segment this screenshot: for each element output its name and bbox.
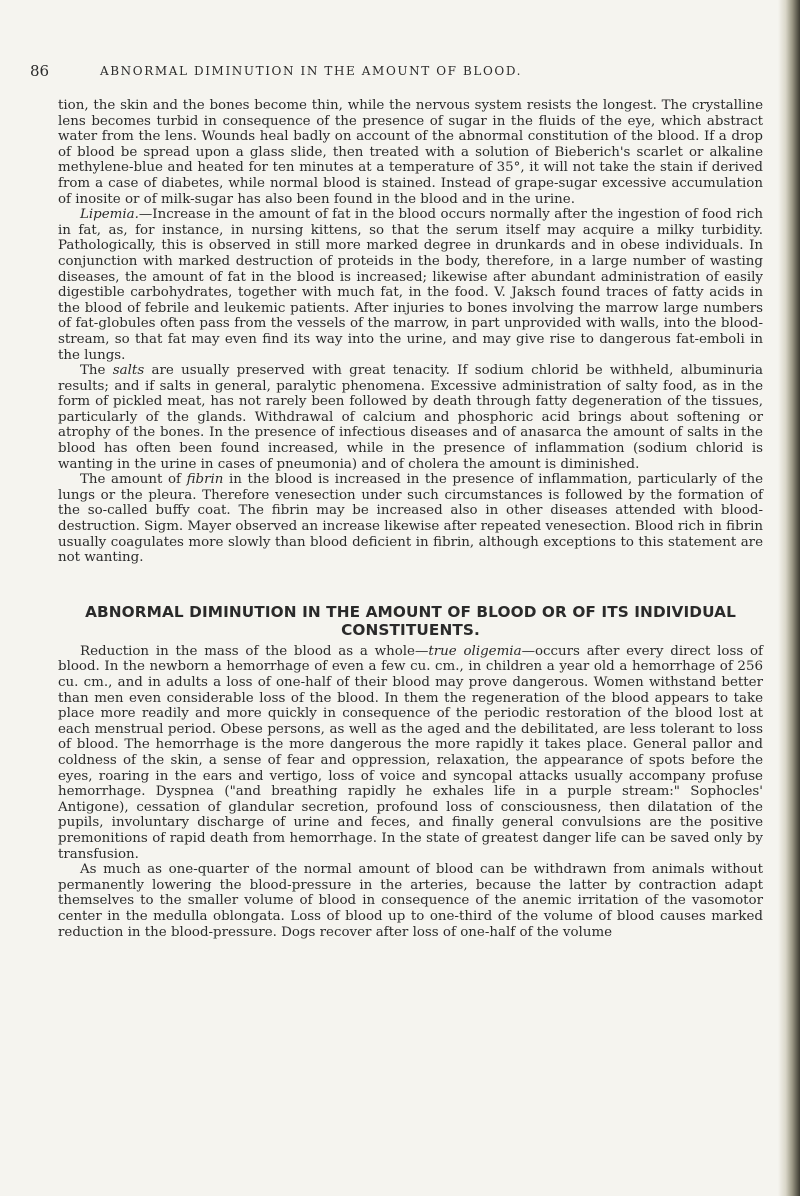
paragraph-salts [58, 363, 763, 472]
paragraph-text-prefix: The [80, 363, 106, 379]
paragraph-text: tion, the skin and the bones become thin, while the nervous system resists the longest. The crystalline lens becomes turbid in consequence of the presence of sugar in the fluids of the eye, which abstract water from the lens. Wounds heal badly on account of the abnormal constitution of the blood. If a drop of blood be spread upon a glass slide, then treated with a solution of Bieberich's scarlet or alkaline methylene-blue and heated for ten minutes at a temperature of 35°, it will not take the stain if derived from a case of diabetes, while normal blood is stained. Instead of grape-sugar excessive accumulation of inosite or of milk-sugar has also been found in the blood and in the urine. [58, 98, 763, 207]
paragraph-text-prefix: The amount of [80, 472, 182, 488]
term-salts: salts [112, 363, 145, 379]
term-lipemia: Lipemia. [80, 207, 139, 223]
term-true-oligemia: true oligemia [428, 643, 522, 659]
paragraph-oligemia [58, 644, 763, 862]
paragraph-text: —Increase in the amount of fat in the blood occurs normally after the ingestion of food rich in fat, as, for instance, in nursing kittens, so that the serum itself may acquire a milky turbidity. Pathologically, this is observed in still more marked degree in drunkards and in obese individuals. In conjunction with marked destruction of proteids in the body, therefore, in a large number of wasting diseases, the amount of fat in the blood is increased; likewise after abundant administration of easily digestible carbohydrates, together with much fat, in the food. V. Jaksch found traces of fatty acids in the blood of febrile and leukemic patients. After injuries to bones involving the marrow large numbers of fat-globules often pass from the vessels of the marrow, in part unprovided with walls, into the blood-stream, so that fat may even find its way into the urine, and may give rise to dangerous fat-emboli in the lungs. [58, 207, 763, 363]
page-number: 86 [30, 62, 50, 80]
running-head: ABNORMAL DIMINUTION IN THE AMOUNT OF BLOOD. [100, 64, 523, 78]
term-fibrin: fibrin [186, 472, 224, 488]
page-edge-shadow [778, 0, 800, 1196]
paragraph-lipemia [58, 207, 763, 363]
paragraph-text: As much as one-quarter of the normal amount of blood can be withdrawn from animals without permanently lowering the blood-pressure in the arteries, because the latter by contraction adapt themselves to the smaller volume of blood in consequence of the anemic irritation of the vasomotor center in the medulla oblongata. Loss of blood up to one-third of the volume of blood causes marked reduction in the blood-pressure. Dogs recover after loss of one-half of the volume [58, 862, 763, 940]
paragraph-blood-withdrawal [58, 862, 763, 940]
section-heading: ABNORMAL DIMINUTION IN THE AMOUNT OF BLOOD OR OF ITS INDIVIDUAL CONSTITUENTS. [85, 602, 736, 639]
paragraph-text: —occurs after every direct loss of blood. In the newborn a hemorrhage of even a few cu. cm., in children a year old a hemorrhage of 256 cu. cm., and in adults a loss of one-half of their blood may prove dangerous. Women withstand better than men even considerable loss of the blood. In them the regeneration of the blood appears to take place more readily and more quickly in consequence of the periodic restoration of the blood lost at each menstrual period. Obese persons, as well as the aged and the debilitated, are less tolerant to loss of blood. The hemorrhage is the more dangerous the more rapidly it takes place. General pallor and coldness of the skin, a sense of fear and oppression, relaxation, the appearance of spots before the eyes, roaring in the ears and vertigo, loss of voice and syncopal attacks usually accompany profuse hemorrhage. Dyspnea ("and breathing rapidly he exhales life in a purple stream:" Sophocles' Antigone), cessation of glandular secretion, profound loss of consciousness, then dilatation of the pupils, involuntary discharge of urine and feces, and finally general convulsions are the positive premonitions of rapid death from hemorrhage. In the state of greatest danger life can be saved only by transfusion. [58, 643, 763, 862]
paragraph-text-prefix: Reduction in the mass of the blood as a whole— [80, 643, 429, 659]
paragraph-text: are usually preserved with great tenacity. If sodium chlorid be withheld, albuminuria results; and if salts in general, paralytic phenomena. Excessive administration of salty food, as in the form of pickled meat, has not rarely been followed by death through fatty degeneration of the tissues, particularly of the glands. Withdrawal of calcium and phosphoric acid brings about softening or atrophy of the bones. In the presence of infectious diseases and of anasarca the amount of salts in the blood has often been found increased, while in the presence of inflammation (sodium chlorid is wanting in the urine in cases of pneumonia) and of cholera the amount is diminished. [58, 363, 763, 472]
page-content [58, 98, 763, 940]
paragraph-text: in the blood is increased in the presence of inflammation, particularly of the lungs or the pleura. Therefore venesection under such circumstances is followed by the formation of the so-called buffy coat. The fibrin may be increased also in other diseases attended with blood-destruction. Sigm. Mayer observed an increase likewise after repeated venesection. Blood rich in fibrin usually coagulates more slowly than blood deficient in fibrin, although exceptions to this statement are not wanting. [58, 472, 764, 566]
page-header [30, 62, 760, 84]
paragraph-fibrin [58, 472, 763, 566]
paragraph-diabetes-continued [58, 98, 763, 207]
